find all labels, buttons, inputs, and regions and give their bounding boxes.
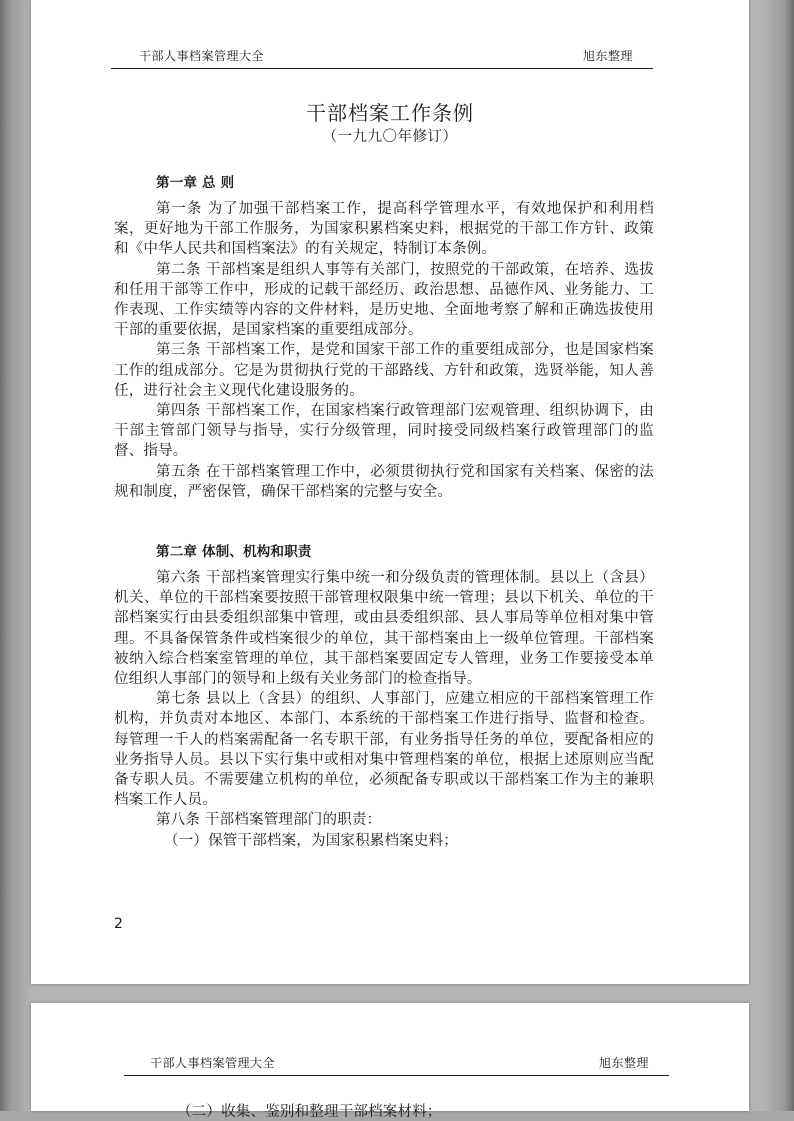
chapter-2 <box>114 542 654 851</box>
header-book-title: 干部人事档案管理大全 <box>150 1056 276 1070</box>
article-6: 第六条 干部档案管理实行集中统一和分级负责的管理体制。县以上（含县）机关、单位的干部档案要按照干部管理权限集中统一管理；县以下机关、单位的干部档案实行由县委组织部集中管理，或由县委组织部、县人事局等单位相对集中管理。不具备保管条件或档案很少的单位，其干部档案由上一级单位管理。干部档案被纳入综合档案室管理的单位，其干部档案要固定专人管理，业务工作要接受本单位组织人事部门的领导和上级有关业务部门的检查指导。 <box>114 570 654 688</box>
document-title: 干部档案工作条例 <box>306 101 474 125</box>
article-7: 第七条 县以上（含县）的组织、人事部门，应建立相应的干部档案管理工作机构，并负责对本地区、本部门、本系统的干部档案工作进行指导、监督和检查。每管理一千人的档案需配备一名专职干部，有业务指导任务的单位，要配备相应的业务指导人员。县以下实行集中或相对集中管理档案的单位，根据上述原则应当配备专职人员。不需要建立机构的单位，必须配备专职或以干部档案工作为主的兼职档案工作人员。 <box>114 691 654 809</box>
chapter-1 <box>114 173 654 502</box>
document-page-1 <box>31 0 749 984</box>
chapter-heading: 第二章 体制、机构和职责 <box>156 544 312 560</box>
article-2: 第二条 干部档案是组织人事等有关部门，按照党的干部政策，在培养、选拔和任用干部等工作中，形成的记载干部经历、政治思想、品德作风、业务能力、工作表现、工作实绩等内容的文件材料，是历史地、全面地考察了解和正确选拔使用干部的重要依据，是国家档案的重要组成部分。 <box>114 261 654 339</box>
article-8-item-1: （一）保管干部档案，为国家积累档案史料； <box>164 832 458 849</box>
header-book-title: 干部人事档案管理大全 <box>139 49 265 63</box>
article-1: 第一条 为了加强干部档案工作，提高科学管理水平，有效地保护和利用档案，更好地为干部工作服务，为国家积累档案史料，根据党的干部工作方针、政策和《中华人民共和国档案法》的有关规定，特制订本条例。 <box>114 201 654 258</box>
running-header <box>111 46 653 69</box>
article-4: 第四条 干部档案工作，在国家档案行政管理部门宏观管理、组织协调下，由干部主管部门领导与指导，实行分级管理，同时接受同级档案行政管理部门的监督、指导。 <box>114 403 654 460</box>
document-page-2 <box>31 1003 749 1120</box>
header-compiler: 旭东整理 <box>598 1056 649 1070</box>
page-number: 2 <box>114 916 123 932</box>
running-header <box>124 1053 669 1076</box>
article-8: 第八条 干部档案管理部门的职责： <box>156 812 382 829</box>
chapter-heading: 第一章 总 则 <box>156 175 235 191</box>
header-compiler: 旭东整理 <box>582 49 633 63</box>
article-3: 第三条 干部档案工作，是党和国家干部工作的重要组成部分，也是国家档案工作的组成部分。它是为贯彻执行党的干部路线、方针和政策，选贤举能，知人善任，进行社会主义现代化建设服务的。 <box>114 342 654 399</box>
partial-text-line: （二）收集、鉴别和整理干部档案材料； <box>177 1104 442 1120</box>
article-5: 第五条 在干部档案管理工作中，必须贯彻执行党和国家有关档案、保密的法规和制度，严密保管，确保干部档案的完整与安全。 <box>114 463 654 500</box>
document-subtitle: （一九九〇年修订） <box>322 129 458 145</box>
